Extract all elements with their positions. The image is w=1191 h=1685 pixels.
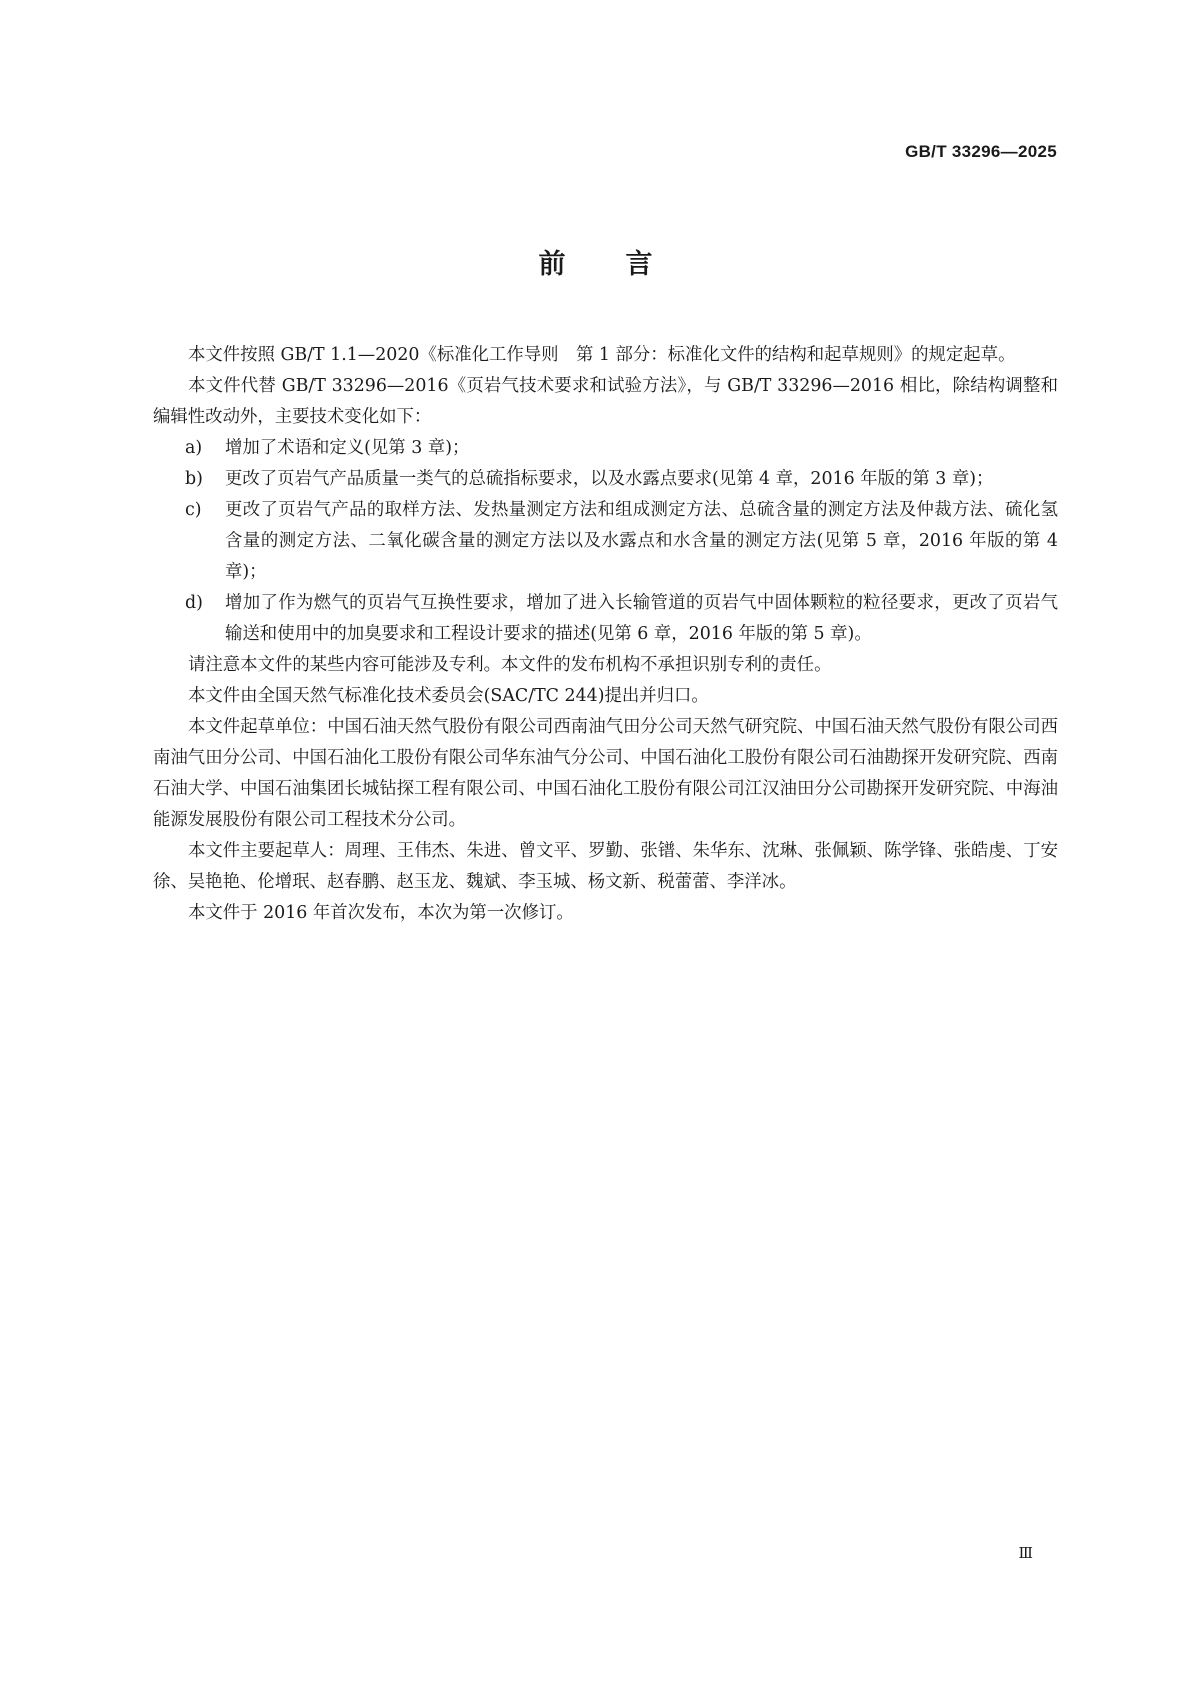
paragraph-proposer: 本文件由全国天然气标准化技术委员会(SAC/TC 244)提出并归口。 [188,686,709,706]
list-item-text: 更改了页岩气产品质量一类气的总硫指标要求，以及水露点要求(见第 4 章，2016 年版的第 3 章)； [225,469,994,489]
list-item-mark: d) [185,593,203,613]
list-item [153,433,1058,464]
list-item-text: 增加了术语和定义(见第 3 章)； [225,438,470,458]
list-item-text: 更改了页岩气产品的取样方法、发热量测定方法和组成测定方法、总硫含量的测定方法及仲裁方法、硫化氢含量的测定方法、二氧化碳含量的测定方法以及水露点和水含量的测定方法(见第 5 章，2016 年版的第 4 章)； [225,500,1058,582]
paragraph-drafting-units: 本文件起草单位：中国石油天然气股份有限公司西南油气田分公司天然气研究院、中国石油天然气股份有限公司西南油气田分公司、中国石油化工股份有限公司华东油气分公司、中国石油化工股份有限公司石油勘探开发研究院、西南石油大学、中国石油集团长城钻探工程有限公司、中国石油化工股份有限公司江汉油田分公司勘探开发研究院、中海油能源发展股份有限公司工程技术分公司。 [153,717,1058,830]
list-item-text: 增加了作为燃气的页岩气互换性要求，增加了进入长输管道的页岩气中固体颗粒的粒径要求，更改了页岩气输送和使用中的加臭要求和工程设计要求的描述(见第 6 章，2016 年版的第 5 章)。 [225,593,1058,644]
foreword-body [153,340,1058,929]
list-item [153,588,1058,650]
standard-code: GB/T 33296—2025 [905,142,1057,161]
paragraph-patent-notice: 请注意本文件的某些内容可能涉及专利。本文件的发布机构不承担识别专利的责任。 [188,655,832,675]
paragraph-replacement: 本文件代替 GB/T 33296—2016《页岩气技术要求和试验方法》，与 GB/T 33296—2016 相比，除结构调整和编辑性改动外，主要技术变化如下： [153,376,1058,427]
list-item-mark: b) [185,469,203,489]
page-title: 前言 [538,249,713,280]
list-item-mark: a) [185,438,203,458]
paragraph-drafters: 本文件主要起草人：周理、王伟杰、朱进、曾文平、罗勤、张镨、朱华东、沈琳、张佩颖、陈学锋、张皓虔、丁安徐、吴艳艳、伦增珉、赵春鹏、赵玉龙、魏斌、李玉城、杨文新、税蕾蕾、李洋冰。 [153,841,1058,892]
list-item [153,464,1058,495]
paragraph-drafting-rules: 本文件按照 GB/T 1.1—2020《标准化工作导则 第 1 部分：标准化文件的结构和起草规则》的规定起草。 [188,345,1016,365]
list-item [153,495,1058,588]
page-number: Ⅲ [1018,1544,1033,1562]
list-item-mark: c) [185,500,202,520]
paragraph-history: 本文件于 2016 年首次发布，本次为第一次修订。 [188,903,574,923]
